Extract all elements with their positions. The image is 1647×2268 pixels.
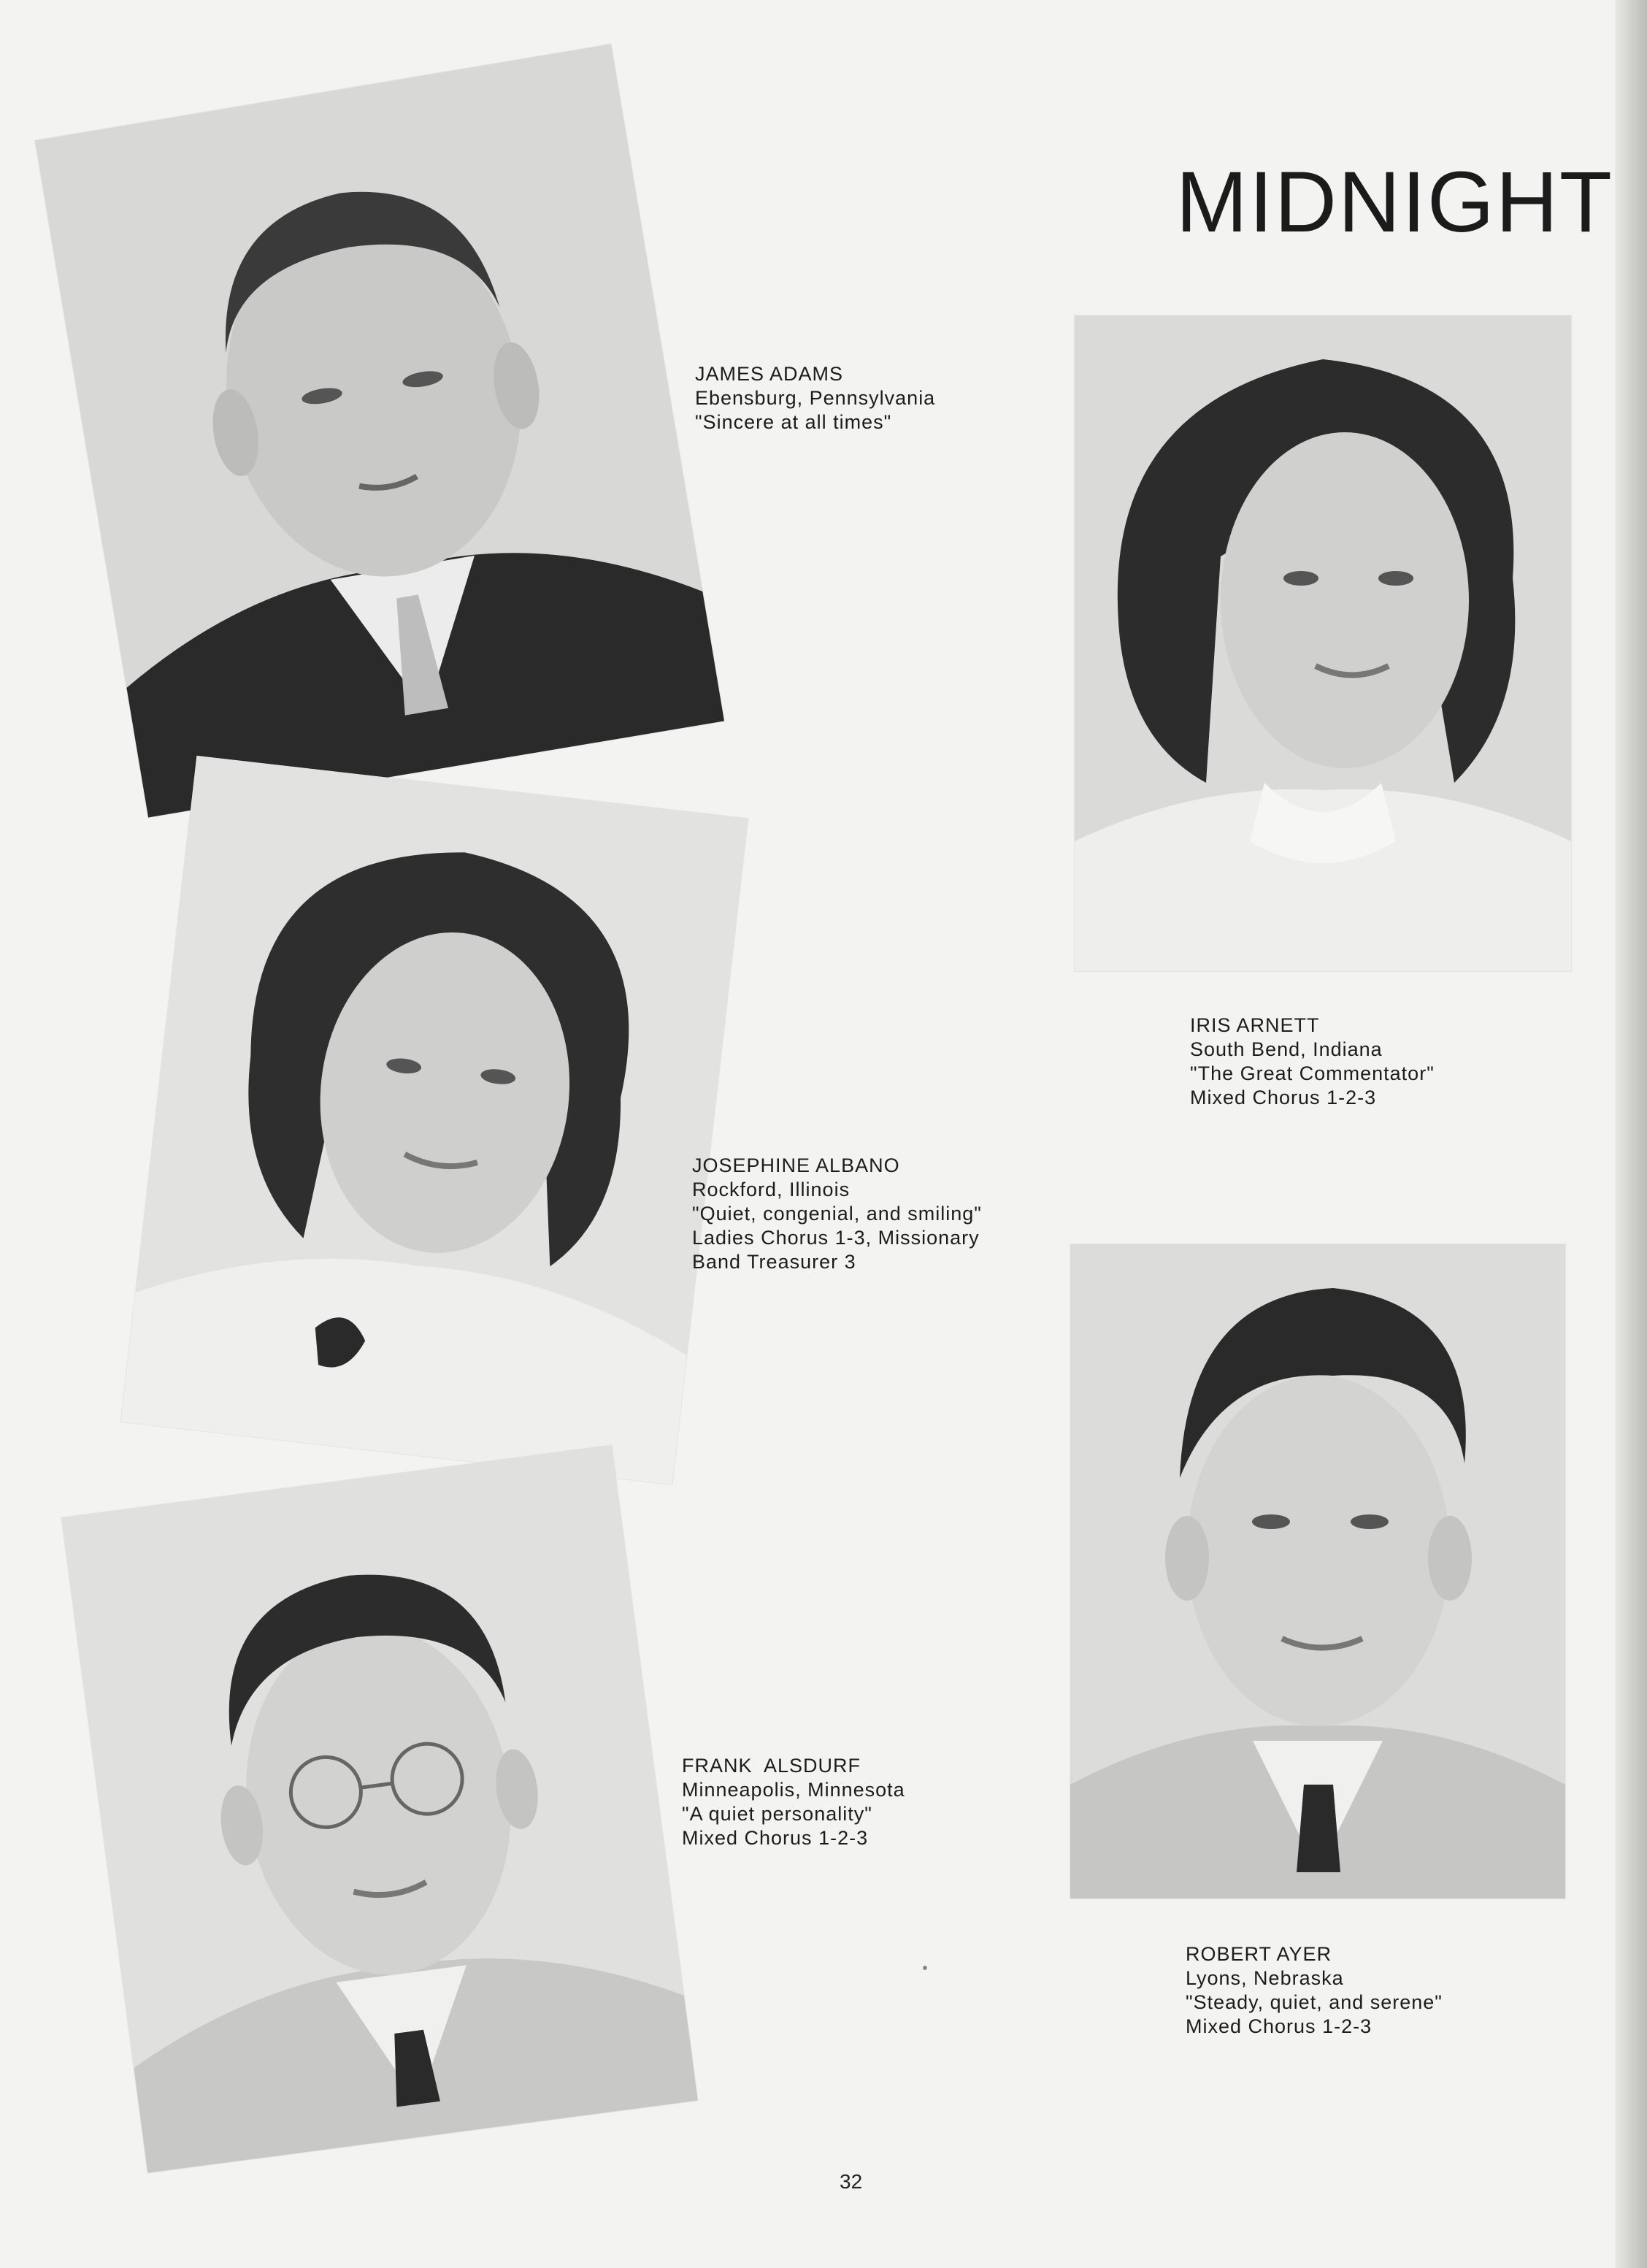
page-title: MIDNIGHT	[1175, 154, 1613, 250]
caption-frank-alsdurf	[682, 1754, 905, 1850]
student-quote: "Quiet, congenial, and smiling"	[692, 1203, 982, 1225]
student-hometown: South Bend, Indiana	[1190, 1038, 1383, 1060]
portrait-photo-james-adams	[35, 44, 724, 817]
page-number: 32	[840, 2170, 863, 2193]
student-hometown: Lyons, Nebraska	[1186, 1967, 1344, 1989]
portrait-photo-frank-alsdurf	[61, 1445, 698, 2172]
caption-robert-ayer	[1186, 1942, 1443, 2039]
page-edge-shadow	[1615, 0, 1647, 2268]
student-name: JAMES ADAMS	[695, 363, 844, 385]
student-activities-line-2: Band Treasurer 3	[692, 1251, 856, 1273]
student-activities: Mixed Chorus 1-2-3	[1190, 1087, 1377, 1108]
student-quote: "The Great Commentator"	[1190, 1062, 1435, 1084]
caption-iris-arnett	[1190, 1014, 1435, 1110]
student-hometown: Rockford, Illinois	[692, 1179, 851, 1200]
student-name: FRANK ALSDURF	[682, 1755, 861, 1777]
student-activities-line-1: Ladies Chorus 1-3, Missionary	[692, 1227, 980, 1249]
student-activities: Mixed Chorus 1-2-3	[682, 1827, 869, 1849]
portrait-photo-robert-ayer	[1070, 1244, 1565, 1899]
student-name: ROBERT AYER	[1186, 1943, 1332, 1965]
student-hometown: Ebensburg, Pennsylvania	[695, 387, 936, 409]
student-quote: "Steady, quiet, and serene"	[1186, 1991, 1443, 2013]
student-name: IRIS ARNETT	[1190, 1014, 1320, 1036]
student-quote: "Sincere at all times"	[695, 411, 892, 433]
caption-josephine-albano	[692, 1154, 982, 1274]
student-quote: "A quiet personality"	[682, 1803, 872, 1825]
print-speck	[923, 1966, 927, 1970]
portrait-photo-josephine-albano	[120, 756, 748, 1484]
student-hometown: Minneapolis, Minnesota	[682, 1779, 905, 1801]
student-activities: Mixed Chorus 1-2-3	[1186, 2015, 1372, 2037]
portrait-photo-iris-arnett	[1075, 315, 1571, 971]
student-name: JOSEPHINE ALBANO	[692, 1154, 900, 1176]
caption-james-adams	[695, 362, 935, 434]
